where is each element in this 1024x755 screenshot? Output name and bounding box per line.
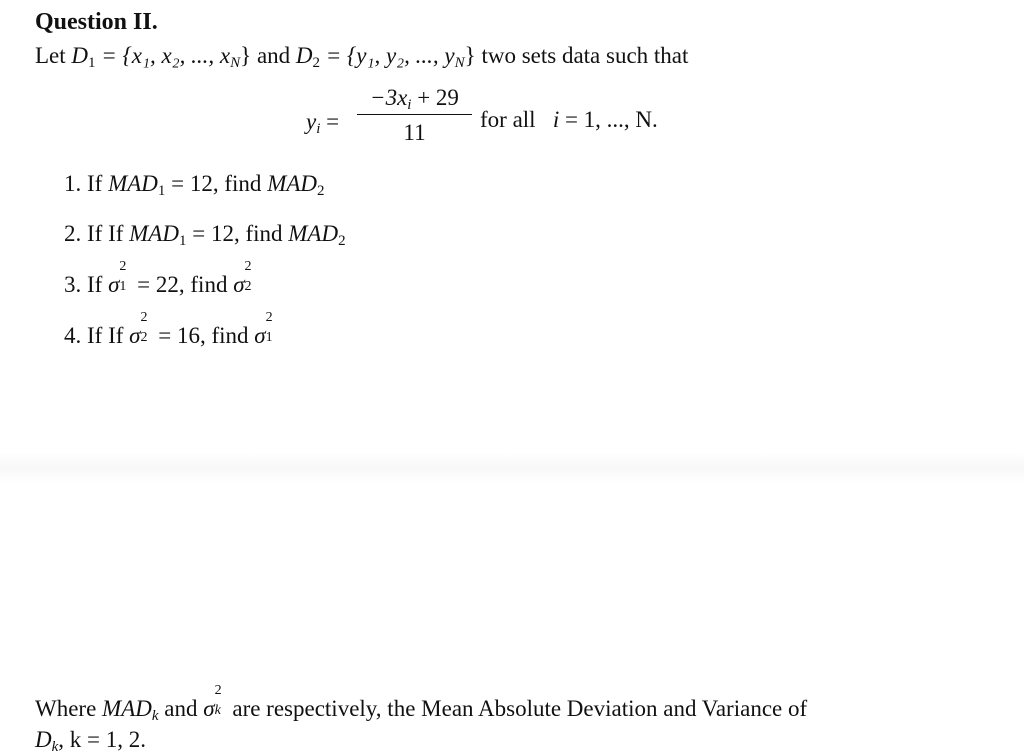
list-item: 1. If $MAD_1 = 12$, find $MAD_2$ <box>64 171 325 199</box>
list-item: 4. If If σ 2 2 = 16, find σ 2 1 <box>64 310 273 348</box>
d2-symbol: D <box>295 43 313 68</box>
list-item: 3. If σ 2 1 = 22, find σ 2 2 <box>64 259 252 297</box>
fraction-denominator: 11 <box>403 120 426 145</box>
footer-line-2: $D_k$, k = 1, 2. <box>35 727 147 755</box>
footer-line-1: Where $MAD_k$ and σ 2 k are respectively, the Mean Absolute Deviation and Variance of <box>35 683 808 724</box>
intro-line <box>35 43 689 71</box>
fraction-bar <box>357 114 472 115</box>
d1-sub: 1 <box>88 55 96 71</box>
intro-tail: two sets data such that <box>481 43 689 68</box>
set2: = {y₁, y₂, ..., $y_N$} <box>325 43 476 71</box>
d1-symbol: D <box>71 43 89 68</box>
and-word: and <box>256 43 291 68</box>
formula-lhs: $y_i$ = <box>306 109 340 137</box>
intro-let: Let <box>35 43 66 68</box>
d2-sub: 2 <box>312 55 321 71</box>
formula-fraction <box>357 86 472 144</box>
set1: = {x₁, x₂, ..., $x_N$} <box>101 43 252 71</box>
question-title: Question II. <box>35 9 158 35</box>
list-item: 2. If If $MAD_1 = 12$, find $MAD_2$ <box>64 221 346 249</box>
fraction-numerator: $-3x_i + 29$ <box>370 85 459 113</box>
scan-band <box>0 452 1024 484</box>
formula-range: for all i = 1, ..., N. <box>480 107 658 132</box>
